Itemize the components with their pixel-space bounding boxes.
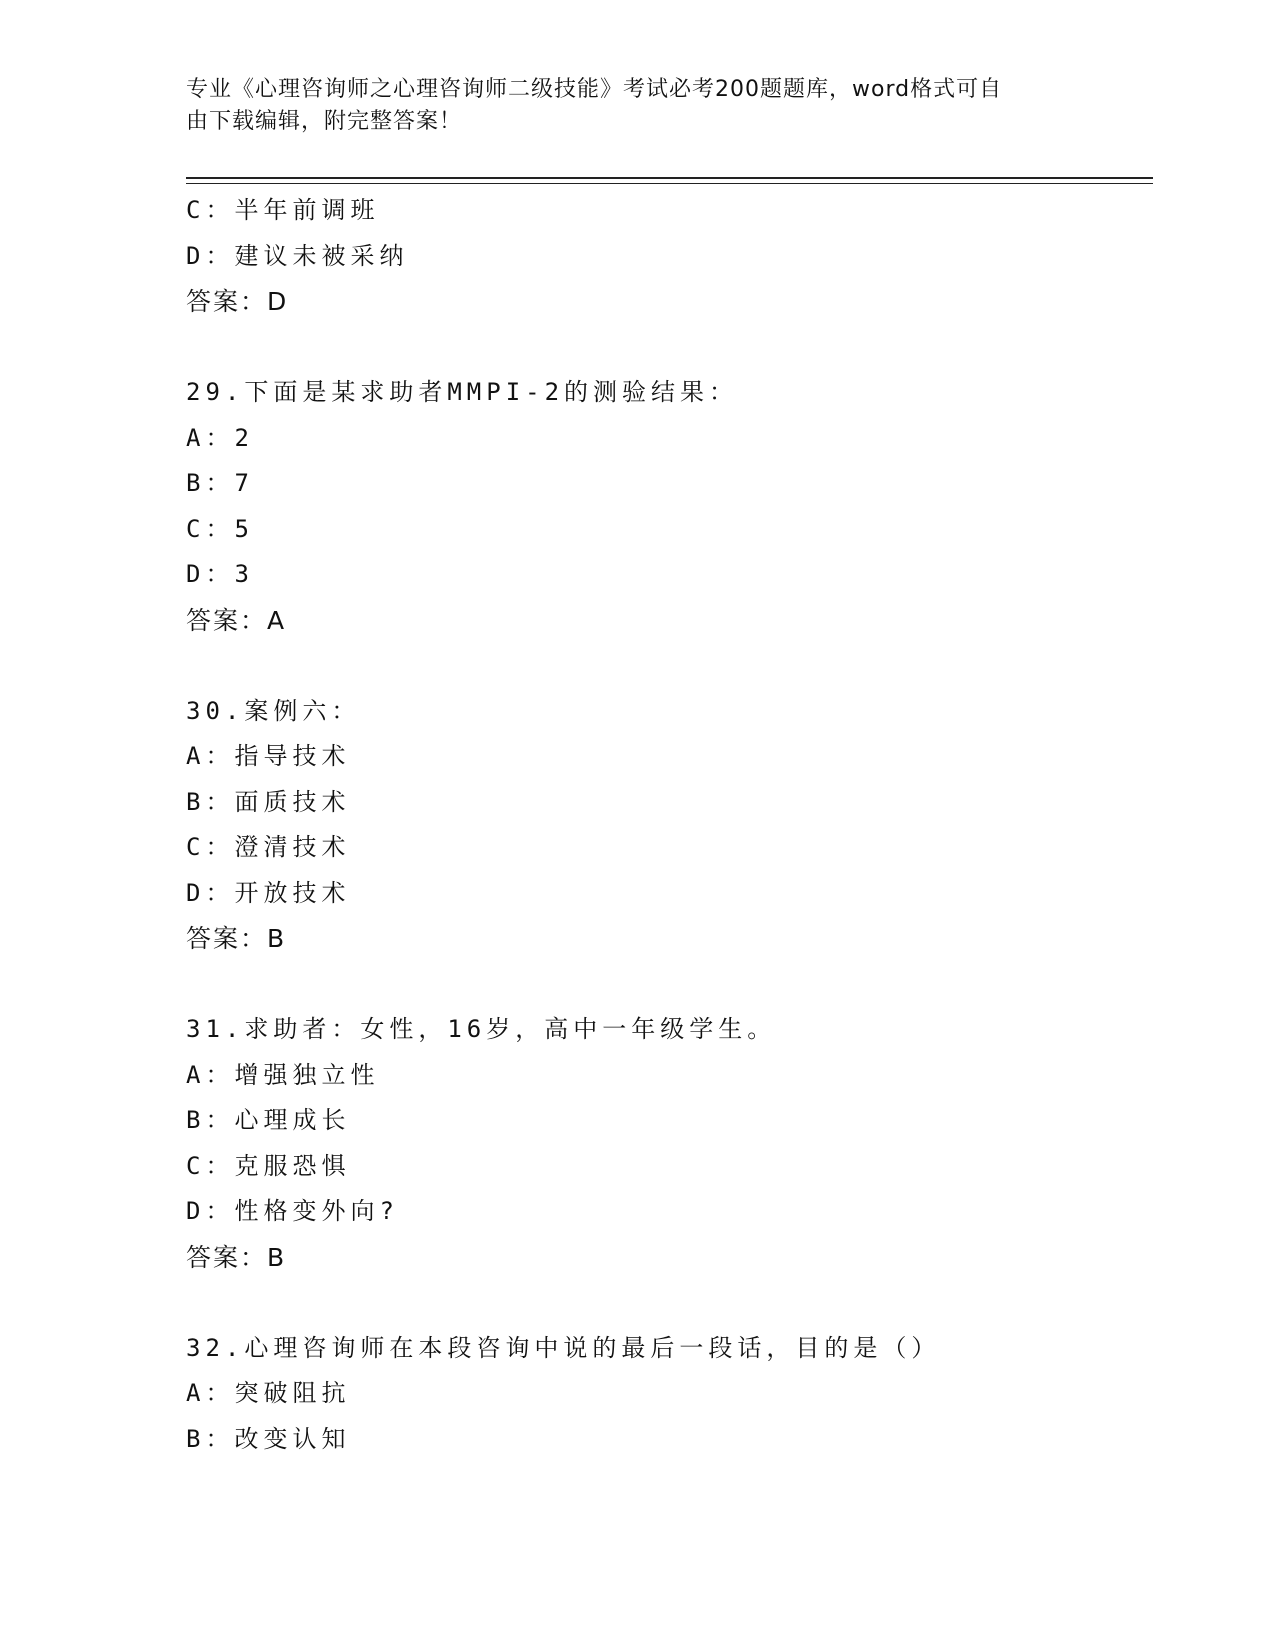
header-line-1: 专业《心理咨询师之心理咨询师二级技能》考试必考200题题库，word格式可自 bbox=[186, 77, 1003, 102]
option-a: A：2 bbox=[186, 423, 254, 452]
option-b: B：面质技术 bbox=[186, 787, 351, 816]
header-divider-thin bbox=[186, 183, 1153, 184]
question-text: 31.求助者：女性，16岁，高中一年级学生。 bbox=[186, 1015, 777, 1043]
option-d: D：开放技术 bbox=[186, 878, 351, 907]
option-a: A：增强独立性 bbox=[186, 1060, 380, 1089]
option-c: C：5 bbox=[186, 514, 254, 543]
question-block-29 bbox=[186, 370, 1146, 643]
header-line-2: 由下载编辑，附完整答案！ bbox=[186, 109, 463, 134]
option-d: D：建议未被采纳 bbox=[186, 241, 409, 270]
question-block-28 bbox=[186, 188, 1146, 325]
spacer bbox=[186, 325, 1146, 371]
option-a: A：指导技术 bbox=[186, 742, 351, 770]
answer-line: 答案：B bbox=[186, 1242, 287, 1272]
option-d: D：3 bbox=[186, 560, 254, 588]
question-block-31 bbox=[186, 1007, 1146, 1280]
header-divider-thick bbox=[186, 177, 1153, 179]
document-header bbox=[186, 74, 1066, 138]
question-text: 32.心理咨询师在本段咨询中说的最后一段话，目的是（） bbox=[186, 1333, 941, 1362]
answer-line: 答案：A bbox=[186, 605, 287, 635]
spacer bbox=[186, 962, 1146, 1008]
option-c: C：澄清技术 bbox=[186, 833, 351, 861]
option-c: C：半年前调班 bbox=[186, 196, 380, 224]
question-list bbox=[186, 188, 1146, 1462]
option-a: A：突破阻抗 bbox=[186, 1379, 351, 1407]
option-c: C：克服恐惧 bbox=[186, 1151, 351, 1180]
spacer bbox=[186, 1280, 1146, 1326]
question-block-32 bbox=[186, 1326, 1146, 1463]
option-b: B：7 bbox=[186, 469, 254, 497]
option-b: B：心理成长 bbox=[186, 1106, 351, 1134]
question-text: 30.案例六： bbox=[186, 696, 361, 725]
question-block-30 bbox=[186, 689, 1146, 962]
question-text: 29.下面是某求助者MMPI-2的测验结果： bbox=[186, 378, 739, 406]
option-d: D：性格变外向? bbox=[186, 1197, 399, 1225]
answer-line: 答案：D bbox=[186, 287, 289, 316]
answer-line: 答案：B bbox=[186, 924, 287, 953]
option-b: B：改变认知 bbox=[186, 1424, 351, 1453]
spacer bbox=[186, 643, 1146, 689]
